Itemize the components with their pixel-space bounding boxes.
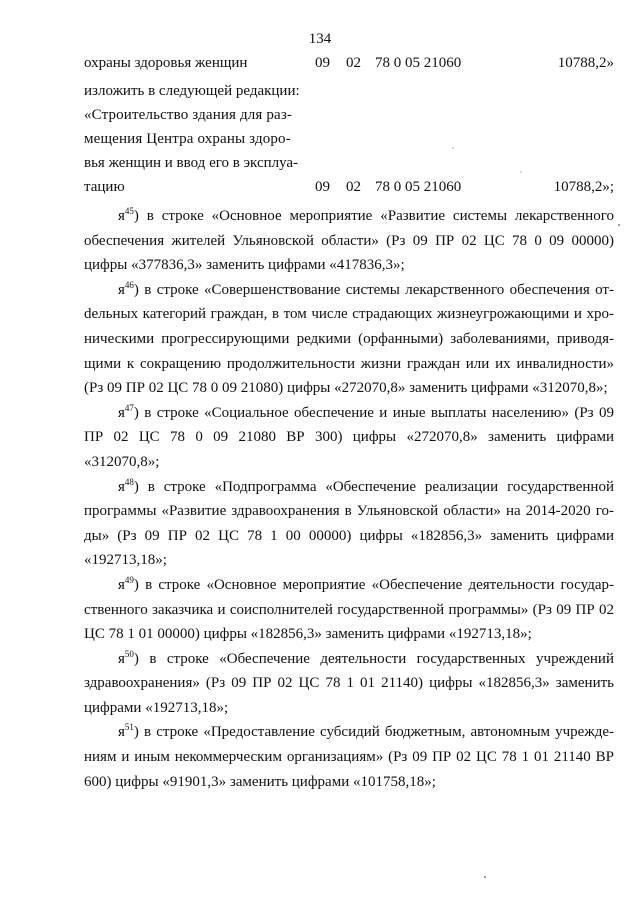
row-pr: 02 bbox=[346, 55, 361, 71]
item-number: 50 bbox=[124, 648, 134, 659]
scan-speck bbox=[484, 876, 486, 878]
item-letter: я bbox=[118, 576, 125, 593]
item-letter: я bbox=[118, 281, 125, 298]
row-amount: 10788,2» bbox=[557, 55, 614, 71]
scan-speck bbox=[520, 171, 522, 173]
amendment-paragraph bbox=[84, 573, 614, 647]
amendment-paragraph bbox=[84, 401, 614, 475]
scan-speck bbox=[452, 147, 454, 149]
table-row bbox=[84, 79, 614, 103]
row-name: «Строительство здания для раз- bbox=[84, 107, 293, 123]
row-name: мещения Центра охраны здоро- bbox=[84, 131, 291, 147]
item-letter: я bbox=[118, 478, 125, 495]
table-fragment-top bbox=[84, 51, 614, 75]
row-name: изложить в следующей редакции: bbox=[84, 83, 300, 99]
amendment-paragraph bbox=[84, 720, 614, 794]
amendment-paragraph bbox=[84, 475, 614, 573]
item-text: ) в строке «Основное мероприятие «Развитие системы лекарственного обеспечения жителей Ульяновской области» (Рз 09 ПР 02 ЦС 78 0 09 00000) цифры «377836,3» заменить цифрами «417836,3»; bbox=[84, 208, 614, 274]
item-letter: я bbox=[118, 650, 125, 667]
item-text: ) в строке «Совершенствование системы лекарственного обеспечения отdельных категорий граждан, в том числе страдающих жизнеугрожающими и хроническими прогрессирующими редкими (орфанными) заболеваниями, приводящими к сокращению продолжительности жизни граждан или их инвалидности» (Рз 09 ПР 02 ЦС 78 0 09 21080) цифры «272070,8» заменить цифрами «312070,8»; bbox=[84, 281, 614, 397]
item-number: 51 bbox=[124, 722, 134, 733]
table-row bbox=[84, 103, 614, 127]
row-name: тацию bbox=[84, 179, 125, 195]
item-text: ) в строке «Подпрограмма «Обеспечение реализации государственной программы «Развитие здравоохранения в Ульяновской области» на 2014-2020 годы» (Рз 09 ПР 02 ЦС 78 1 00 00000) цифры «182856,3» заменить цифрами «192713,18»; bbox=[84, 478, 614, 569]
row-pr: 02 bbox=[346, 179, 361, 195]
page-number: 134 bbox=[308, 31, 332, 47]
row-amount: 10788,2»; bbox=[553, 179, 614, 195]
item-letter: я bbox=[118, 208, 125, 224]
row-cs: 78 0 05 21060 bbox=[375, 55, 462, 71]
amendment-paragraph bbox=[84, 204, 614, 278]
row-cs: 78 0 05 21060 bbox=[375, 179, 462, 195]
amendment-list bbox=[84, 204, 614, 794]
item-text: ) в строке «Обеспечение деятельности государственных учреждений здравоохранения» (Рз 09 ПР 02 ЦС 78 1 01 21140) цифры «182856,3» заменить цифрами «192713,18»; bbox=[84, 650, 614, 716]
table-row bbox=[84, 127, 614, 151]
row-rz: 09 bbox=[315, 55, 330, 71]
item-number: 47 bbox=[124, 402, 134, 413]
table-fragment-new bbox=[84, 79, 614, 199]
item-text: ) в строке «Основное мероприятие «Обеспечение деятельности государственного заказчика и соисполнителей государственной программы» (Рз 09 ПР 02 ЦС 78 1 01 00000) цифры «182856,3» заменить цифрами «192713,18»; bbox=[84, 576, 614, 643]
item-number: 49 bbox=[124, 574, 134, 585]
item-text: ) в строке «Социальное обеспечение и иные выплаты населению» (Рз 09 ПР 02 ЦС 78 0 09 21080 ВР 300) цифры «272070,8» заменить цифрами «312070,8»; bbox=[84, 404, 614, 470]
table-row bbox=[84, 151, 614, 175]
item-number: 48 bbox=[124, 476, 134, 487]
table-row bbox=[84, 51, 614, 75]
item-number: 45 bbox=[124, 206, 134, 216]
item-text: ) в строке «Предоставление субсидий бюджетным, автономным учреждениям и иным некоммерческим организациям» (Рз 09 ПР 02 ЦС 78 1 01 21140 ВР 600) цифры «91901,3» заменить цифрами «101758,18»; bbox=[84, 724, 614, 790]
amendment-paragraph bbox=[84, 278, 614, 401]
item-number: 46 bbox=[124, 279, 134, 290]
item-letter: я bbox=[118, 404, 125, 421]
row-name: охраны здоровья женщин bbox=[84, 55, 248, 71]
table-row bbox=[84, 175, 614, 199]
scan-speck bbox=[618, 224, 620, 226]
row-name: вья женщин и ввод его в эксплуа- bbox=[84, 155, 299, 171]
row-rz: 09 bbox=[315, 179, 330, 195]
item-letter: я bbox=[118, 724, 125, 741]
amendment-paragraph bbox=[84, 647, 614, 721]
